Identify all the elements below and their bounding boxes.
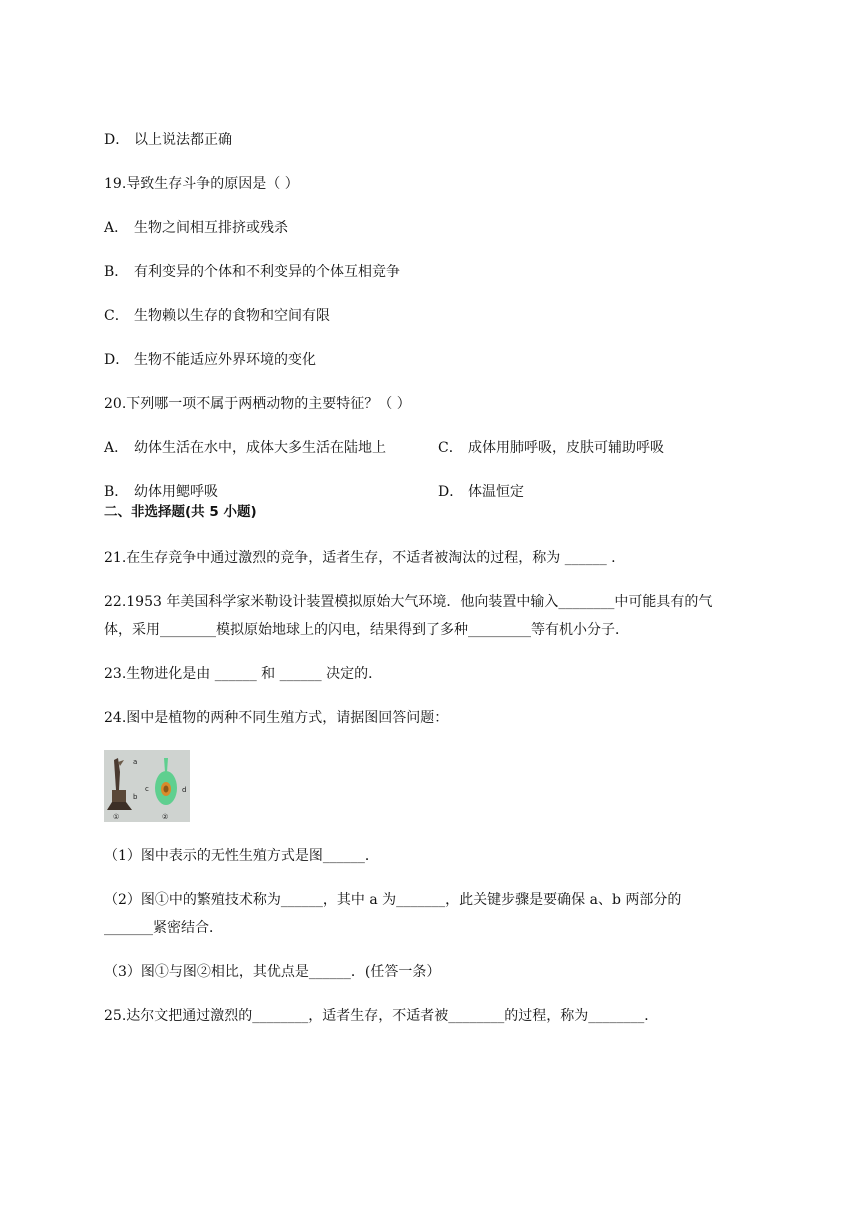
option-label: D． [104, 352, 130, 368]
q20-option-a [104, 438, 386, 458]
q20-option-c [438, 438, 664, 458]
q24-stem: 24.图中是植物的两种不同生殖方式，请据图回答问题： [104, 710, 449, 726]
reproduction-figure [104, 750, 190, 822]
q24-sub2-line1: （2）图①中的繁殖技术称为______，其中 a 为_______，此关键步骤是要确保 a、b 两部分的 [104, 892, 682, 908]
option-label: D． [104, 132, 130, 148]
q24-sub1: （1）图中表示的无性生殖方式是图______． [104, 848, 379, 864]
option-label: B． [104, 264, 129, 280]
figure-label-b: b [133, 793, 138, 801]
stock-trunk [112, 790, 126, 802]
q19-option-d [104, 350, 316, 370]
option-label: B． [104, 484, 129, 500]
option-text: 以上说法都正确 [134, 132, 232, 148]
figure-label-2: ② [162, 813, 169, 821]
option-text: 幼体生活在水中，成体大多生活在陆地上 [134, 440, 386, 456]
ovule-core [164, 786, 169, 793]
q18-option-d [104, 130, 232, 150]
q24-sub3: （3）图①与图②相比，其优点是______．(任答一条） [104, 964, 441, 980]
figure-label-a: a [133, 758, 138, 766]
q19-option-a [104, 218, 288, 238]
q25-text: 25.达尔文把通过激烈的________，适者生存，不适者被________的过程，称为________． [104, 1008, 659, 1024]
q19-option-c [104, 306, 330, 326]
option-text: 体温恒定 [468, 484, 524, 500]
option-label: A． [104, 440, 129, 456]
q19-option-b [104, 262, 400, 282]
option-label: C． [438, 440, 463, 456]
q23-text: 23.生物进化是由 ______ 和 ______ 决定的． [104, 666, 383, 682]
figure-label-1: ① [113, 813, 120, 821]
option-text: 幼体用鳃呼吸 [134, 484, 218, 500]
option-label: C． [104, 308, 129, 324]
q21-text: 21.在生存竞争中通过激烈的竞争，适者生存，不适者被淘汰的过程，称为 ______ . [104, 550, 616, 566]
q22-line1: 22.1953 年美国科学家米勒设计装置模拟原始大气环境．他向装置中输入________中可能具有的气 [104, 594, 713, 610]
option-text: 有利变异的个体和不利变异的个体互相竞争 [134, 264, 400, 280]
q20-option-b [104, 482, 218, 502]
q20-option-d [438, 482, 524, 502]
option-text: 成体用肺呼吸，皮肤可辅助呼吸 [468, 440, 664, 456]
q19-stem: 19.导致生存斗争的原因是（ ） [104, 176, 299, 192]
option-text: 生物赖以生存的食物和空间有限 [134, 308, 330, 324]
option-text: 生物不能适应外界环境的变化 [134, 352, 316, 368]
option-text: 生物之间相互排挤或残杀 [134, 220, 288, 236]
q24-sub2-line2: _______紧密结合． [104, 920, 223, 936]
figure-label-d: d [182, 786, 187, 794]
option-label: A． [104, 220, 129, 236]
q20-stem: 20.下列哪一项不属于两栖动物的主要特征？（ ） [104, 396, 411, 412]
option-label: D． [438, 484, 464, 500]
figure-label-c: c [145, 785, 149, 793]
q22-line2: 体，采用________模拟原始地球上的闪电，结果得到了多种_________等有机小分子． [104, 622, 629, 638]
section-heading: 二、非选择题(共 5 小题) [104, 504, 257, 520]
